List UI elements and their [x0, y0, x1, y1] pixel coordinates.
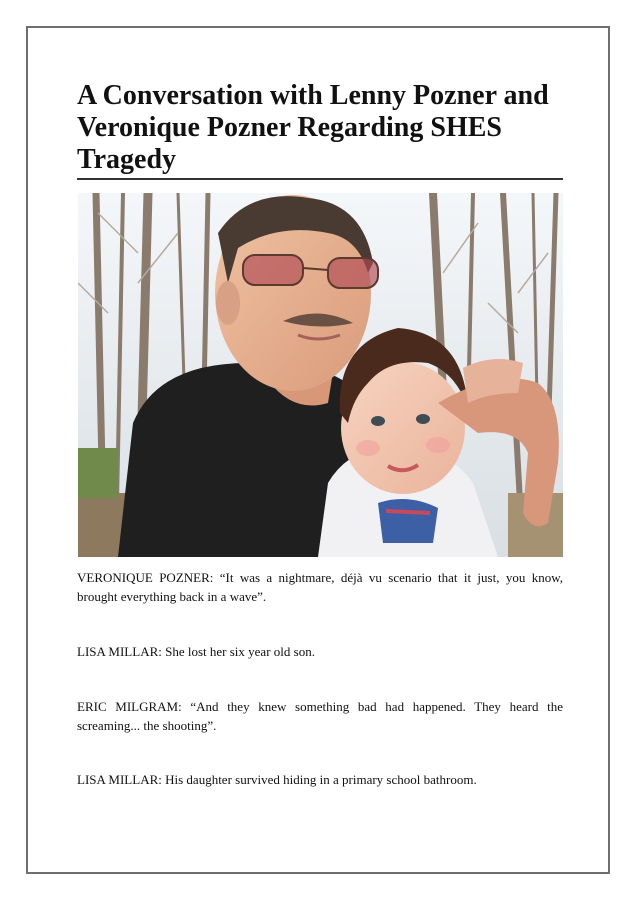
title-divider	[77, 178, 563, 180]
man-with-child-photo	[78, 193, 563, 557]
transcript-paragraph: VERONIQUE POZNER: “It was a nightmare, déjà vu scenario that it just, you know, brought everything back in a wave”.	[77, 570, 563, 604]
transcript-paragraph: ERIC MILGRAM: “And they knew something bad had happened. They heard the screaming... the shooting”.	[77, 699, 563, 733]
article-title: A Conversation with Lenny Pozner and Veronique Pozner Regarding SHES Tragedy	[77, 80, 549, 175]
transcript-paragraph: LISA MILLAR: She lost her six year old son.	[77, 644, 315, 659]
transcript-paragraph: LISA MILLAR: His daughter survived hiding in a primary school bathroom.	[77, 772, 477, 787]
